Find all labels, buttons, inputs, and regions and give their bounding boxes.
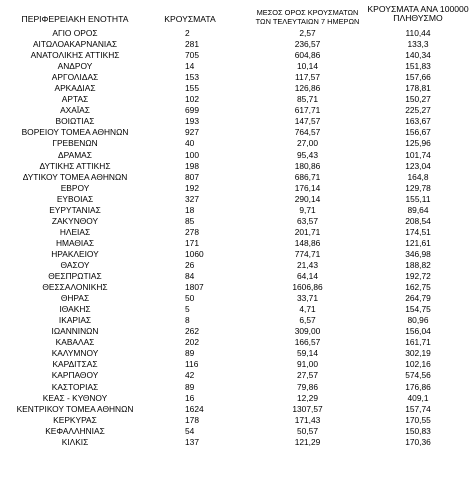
- cell-cases-per-100k: 123,04: [405, 160, 431, 171]
- cell-7day-average: 1307,57: [292, 403, 323, 414]
- cell-cases: 116: [185, 359, 199, 370]
- cell-cases-per-100k: 170,55: [405, 414, 431, 425]
- cell-regional-unit: ΔΥΤΙΚΗΣ ΑΤΤΙΚΗΣ: [39, 160, 111, 171]
- table-row: [0, 415, 476, 426]
- cell-7day-average: 63,57: [297, 215, 318, 226]
- cell-cases: 8: [185, 315, 190, 326]
- cell-cases: 100: [185, 149, 199, 160]
- cell-cases: 26: [185, 259, 195, 270]
- cell-regional-unit: ΑΧΑΪΑΣ: [60, 105, 90, 116]
- cell-regional-unit: ΒΟΙΩΤΙΑΣ: [55, 116, 95, 127]
- header-cases-per-100k-line2: ΠΛΗΘΥΣΜΟ: [393, 13, 443, 23]
- cell-cases: 14: [185, 61, 195, 72]
- cell-cases: 40: [185, 138, 195, 149]
- cell-cases: 2: [185, 28, 190, 38]
- cell-regional-unit: ΙΩΑΝΝΙΝΩΝ: [51, 326, 99, 337]
- table-row: [0, 116, 476, 127]
- cell-cases-per-100k: 89,64: [407, 204, 429, 215]
- cell-regional-unit: ΙΘΑΚΗΣ: [59, 304, 91, 315]
- cell-cases-per-100k: 110,44: [405, 28, 431, 38]
- cell-regional-unit: ΔΥΤΙΚΟΥ ΤΟΜΕΑ ΑΘΗΝΩΝ: [22, 171, 128, 182]
- table-row: [0, 150, 476, 161]
- cell-cases: 699: [185, 105, 199, 116]
- cell-cases-per-100k: 192,72: [405, 271, 431, 282]
- cell-7day-average: 79,86: [297, 381, 318, 392]
- cell-7day-average: 604,86: [294, 50, 321, 61]
- table-row: [0, 271, 476, 282]
- cell-7day-average: 180,86: [294, 160, 321, 171]
- cell-cases-per-100k: 164,8: [407, 171, 429, 182]
- cell-cases: 281: [185, 39, 199, 50]
- cell-regional-unit: ΒΟΡΕΙΟΥ ΤΟΜΕΑ ΑΘΗΝΩΝ: [21, 127, 129, 138]
- cell-7day-average: 1606,86: [292, 282, 323, 293]
- table-row: [0, 183, 476, 194]
- table-row: [0, 293, 476, 304]
- table-row: [0, 348, 476, 359]
- cell-regional-unit: ΓΡΕΒΕΝΩΝ: [52, 138, 98, 149]
- cell-7day-average: 290,14: [294, 193, 321, 204]
- cell-7day-average: 64,14: [297, 271, 318, 282]
- table-row: [0, 304, 476, 315]
- table-row: [0, 315, 476, 326]
- cell-cases: 50: [185, 293, 195, 304]
- cell-regional-unit: ΘΕΣΠΡΩΤΙΑΣ: [48, 271, 102, 282]
- table-row: [0, 426, 476, 437]
- cell-cases: 327: [185, 193, 199, 204]
- cell-regional-unit: ΚΑΛΥΜΝΟΥ: [51, 348, 99, 359]
- cell-cases-per-100k: 151,83: [405, 61, 431, 72]
- cell-cases-per-100k: 208,54: [405, 215, 431, 226]
- table-row: [0, 205, 476, 216]
- cell-7day-average: 176,14: [294, 182, 321, 193]
- cell-regional-unit: ΗΛΕΙΑΣ: [59, 226, 91, 237]
- table-row: [0, 172, 476, 183]
- cell-7day-average: 147,57: [294, 116, 321, 127]
- cell-cases-per-100k: 174,51: [405, 226, 431, 237]
- cell-7day-average: 309,00: [294, 326, 321, 337]
- cell-cases: 262: [185, 326, 199, 337]
- cell-regional-unit: ΕΥΒΟΙΑΣ: [56, 193, 94, 204]
- cell-regional-unit: ΙΚΑΡΙΑΣ: [58, 315, 92, 326]
- cell-regional-unit: ΘΗΡΑΣ: [60, 293, 90, 304]
- cell-cases: 54: [185, 425, 195, 436]
- cell-cases: 16: [185, 392, 195, 403]
- cell-regional-unit: ΚΕΡΚΥΡΑΣ: [53, 414, 97, 425]
- cell-cases: 171: [185, 237, 199, 248]
- cell-regional-unit: ΕΥΡΥΤΑΝΙΑΣ: [49, 204, 101, 215]
- cell-cases: 155: [185, 83, 199, 94]
- cell-7day-average: 4,71: [299, 304, 316, 315]
- cell-cases: 807: [185, 171, 199, 182]
- table-row: [0, 28, 476, 39]
- cell-regional-unit: ΚΑΣΤΟΡΙΑΣ: [51, 381, 99, 392]
- cell-cases-per-100k: 154,75: [405, 304, 431, 315]
- cell-regional-unit: ΚΕΑΣ - ΚΥΘΝΟΥ: [42, 392, 108, 403]
- header-cases: ΚΡΟΥΣΜΑΤΑ: [164, 14, 216, 24]
- cell-7day-average: 117,57: [295, 72, 320, 83]
- table-row: [0, 61, 476, 72]
- cell-regional-unit: ΚΑΡΔΙΤΣΑΣ: [52, 359, 98, 370]
- cell-cases-per-100k: 155,11: [405, 193, 431, 204]
- table-row: [0, 94, 476, 105]
- cell-regional-unit: ΑΓΙΟ ΟΡΟΣ: [52, 28, 98, 38]
- cell-cases: 5: [185, 304, 190, 315]
- cell-7day-average: 171,43: [294, 414, 321, 425]
- cell-regional-unit: ΗΡΑΚΛΕΙΟΥ: [51, 248, 99, 259]
- cell-regional-unit: ΔΡΑΜΑΣ: [58, 149, 92, 160]
- cell-7day-average: 121,29: [294, 436, 321, 447]
- table-row: [0, 161, 476, 172]
- cell-cases-per-100k: 225,27: [405, 105, 431, 116]
- cell-cases-per-100k: 140,34: [405, 50, 431, 61]
- cell-cases-per-100k: 129,78: [405, 182, 431, 193]
- cell-cases-per-100k: 121,61: [405, 237, 431, 248]
- cell-cases: 178: [185, 414, 199, 425]
- cell-7day-average: 764,57: [294, 127, 321, 138]
- cell-cases-per-100k: 102,16: [405, 359, 431, 370]
- cell-7day-average: 9,71: [299, 204, 316, 215]
- cell-cases-per-100k: 163,67: [405, 116, 431, 127]
- cell-7day-average: 33,71: [297, 293, 318, 304]
- cell-cases-per-100k: 188,82: [405, 259, 431, 270]
- cell-cases-per-100k: 101,74: [405, 149, 431, 160]
- cell-cases-per-100k: 346,98: [405, 248, 431, 259]
- cell-regional-unit: ΑΡΓΟΛΙΔΑΣ: [51, 72, 99, 83]
- cell-7day-average: 27,57: [297, 370, 318, 381]
- cell-cases-per-100k: 133,3: [407, 39, 429, 50]
- cell-7day-average: 10,14: [297, 61, 318, 72]
- cell-regional-unit: ΚΕΦΑΛΛΗΝΙΑΣ: [45, 425, 105, 436]
- cell-cases: 42: [185, 370, 195, 381]
- cell-cases-per-100k: 161,71: [405, 337, 431, 348]
- cell-cases-per-100k: 302,19: [405, 348, 431, 359]
- cell-cases: 18: [185, 204, 195, 215]
- cell-7day-average: 686,71: [294, 171, 321, 182]
- cell-cases-per-100k: 150,83: [405, 425, 431, 436]
- cell-7day-average: 2,57: [299, 28, 316, 38]
- cell-cases: 1807: [185, 282, 204, 293]
- cell-7day-average: 12,29: [297, 392, 318, 403]
- cell-cases-per-100k: 178,81: [405, 83, 431, 94]
- header-7day-average-line2: ΤΩΝ ΤΕΛΕΥΤΑΙΩΝ 7 ΗΜΕΡΩΝ: [255, 17, 360, 26]
- cell-7day-average: 166,57: [294, 337, 321, 348]
- cell-cases-per-100k: 150,27: [405, 94, 431, 105]
- cell-cases: 202: [185, 337, 199, 348]
- cell-cases-per-100k: 125,96: [405, 138, 431, 149]
- table-row: [0, 282, 476, 293]
- cell-cases-per-100k: 176,86: [405, 381, 431, 392]
- cell-regional-unit: ΑΙΤΩΛΟΑΚΑΡΝΑΝΙΑΣ: [32, 39, 118, 50]
- cell-cases: 1624: [185, 403, 204, 414]
- header-7day-average-line1: ΜΕΣΟΣ ΟΡΟΣ ΚΡΟΥΣΜΑΤΩΝ: [256, 8, 359, 17]
- cell-cases: 85: [185, 215, 195, 226]
- table-row: [0, 72, 476, 83]
- cell-regional-unit: ΑΝΔΡΟΥ: [57, 61, 93, 72]
- table-row: [0, 83, 476, 94]
- table-row: [0, 393, 476, 404]
- cell-cases-per-100k: 156,67: [405, 127, 431, 138]
- cell-cases-per-100k: 156,04: [405, 326, 431, 337]
- cell-regional-unit: ΖΑΚΥΝΘΟΥ: [51, 215, 99, 226]
- table-row: [0, 105, 476, 116]
- table-row: [0, 238, 476, 249]
- cell-cases-per-100k: 409,1: [407, 392, 429, 403]
- header-cases-per-100k-line1: ΚΡΟΥΣΜΑΤΑ ΑΝΑ 100000: [367, 4, 469, 14]
- cell-7day-average: 126,86: [294, 83, 321, 94]
- table-row: [0, 249, 476, 260]
- cell-regional-unit: ΑΝΑΤΟΛΙΚΗΣ ΑΤΤΙΚΗΣ: [30, 50, 120, 61]
- cell-7day-average: 91,00: [297, 359, 318, 370]
- cell-cases-per-100k: 264,79: [405, 293, 431, 304]
- table-row: [0, 382, 476, 393]
- table-row: [0, 39, 476, 50]
- cell-cases: 1060: [185, 248, 204, 259]
- cell-cases: 927: [185, 127, 199, 138]
- cell-regional-unit: ΗΜΑΘΙΑΣ: [55, 237, 95, 248]
- cell-regional-unit: ΕΒΡΟΥ: [60, 182, 90, 193]
- cell-7day-average: 50,57: [297, 425, 318, 436]
- cell-cases: 89: [185, 348, 195, 359]
- cell-cases: 153: [185, 72, 199, 83]
- cell-cases: 137: [185, 436, 199, 447]
- cell-7day-average: 21,43: [297, 259, 318, 270]
- cell-regional-unit: ΚΑΒΑΛΑΣ: [55, 337, 95, 348]
- cell-cases-per-100k: 170,36: [405, 436, 431, 447]
- cell-7day-average: 85,71: [297, 94, 318, 105]
- table-row: [0, 337, 476, 348]
- cell-cases: 102: [185, 94, 199, 105]
- cell-regional-unit: ΑΡΤΑΣ: [61, 94, 89, 105]
- cell-cases-per-100k: 574,56: [405, 370, 431, 381]
- cell-7day-average: 236,57: [294, 39, 321, 50]
- cell-cases: 705: [185, 50, 199, 61]
- table-row: [0, 260, 476, 271]
- table-row: [0, 127, 476, 138]
- cell-cases-per-100k: 162,75: [405, 282, 431, 293]
- cell-regional-unit: ΚΑΡΠΑΘΟΥ: [51, 370, 99, 381]
- header-7day-average: [250, 8, 365, 26]
- table-row: [0, 194, 476, 205]
- header-regional-unit: ΠΕΡΙΦΕΡΕΙΑΚΗ ΕΝΟΤΗΤΑ: [21, 14, 129, 24]
- header-cases-per-100k: [360, 5, 476, 23]
- table-row: [0, 437, 476, 448]
- cell-7day-average: 148,86: [294, 237, 321, 248]
- table-row: [0, 404, 476, 415]
- cell-cases: 278: [185, 226, 199, 237]
- table-row: [0, 326, 476, 337]
- cell-regional-unit: ΘΑΣΟΥ: [60, 259, 90, 270]
- table-row: [0, 138, 476, 149]
- cell-7day-average: 617,71: [294, 105, 321, 116]
- cell-regional-unit: ΚΕΝΤΡΙΚΟΥ ΤΟΜΕΑ ΑΘΗΝΩΝ: [16, 403, 134, 414]
- cell-7day-average: 95,43: [297, 149, 318, 160]
- table-row: [0, 216, 476, 227]
- cell-7day-average: 59,14: [297, 348, 318, 359]
- cell-7day-average: 774,71: [294, 248, 321, 259]
- table-row: [0, 50, 476, 61]
- cell-cases: 198: [185, 160, 199, 171]
- table-body: [0, 28, 476, 448]
- table-row: [0, 370, 476, 381]
- cell-cases: 84: [185, 271, 195, 282]
- cell-cases-per-100k: 80,96: [407, 315, 429, 326]
- cell-7day-average: 201,71: [294, 226, 321, 237]
- cell-7day-average: 6,57: [299, 315, 316, 326]
- cell-cases: 193: [185, 116, 199, 127]
- cell-regional-unit: ΚΙΛΚΙΣ: [61, 436, 89, 447]
- cell-7day-average: 27,00: [297, 138, 318, 149]
- cell-cases-per-100k: 157,66: [405, 72, 431, 83]
- cell-regional-unit: ΘΕΣΣΑΛΟΝΙΚΗΣ: [42, 282, 108, 293]
- cell-cases-per-100k: 157,74: [405, 403, 431, 414]
- table-row: [0, 359, 476, 370]
- cell-regional-unit: ΑΡΚΑΔΙΑΣ: [54, 83, 96, 94]
- cell-cases: 89: [185, 381, 195, 392]
- table-row: [0, 227, 476, 238]
- cell-cases: 192: [185, 182, 199, 193]
